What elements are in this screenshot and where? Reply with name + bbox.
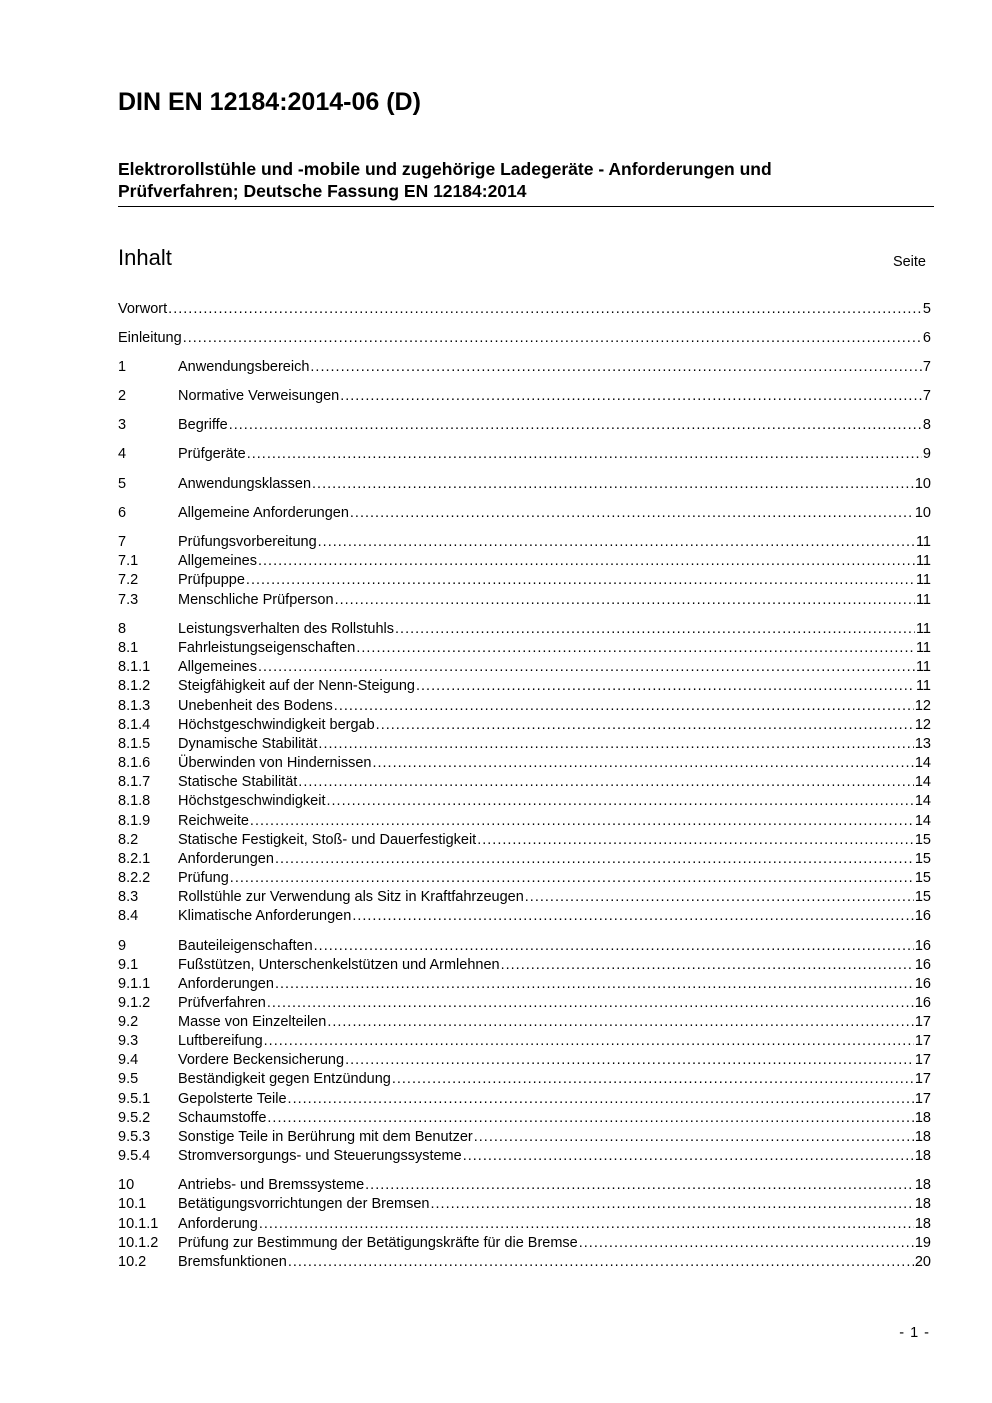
toc-dot-leader — [579, 1234, 914, 1253]
toc-entry-page: 18 — [914, 1148, 931, 1164]
toc-dot-leader — [345, 1051, 914, 1070]
toc-entry-page: 18 — [914, 1216, 931, 1232]
toc-entry-number: 8.3 — [118, 889, 139, 905]
toc-entry-page: 16 — [914, 957, 931, 973]
toc-entry-title: Antriebs- und Bremssysteme — [178, 1177, 365, 1193]
toc-entry-page: 18 — [914, 1196, 931, 1212]
toc-entry-number: 8.1.3 — [118, 698, 151, 714]
toc-dot-leader — [525, 888, 914, 907]
toc-dot-leader — [314, 937, 914, 956]
toc-dot-leader — [318, 735, 913, 754]
toc-entry[interactable] — [118, 1176, 931, 1195]
toc-entry[interactable] — [118, 735, 931, 754]
toc-entry-title: Anwendungsbereich — [178, 359, 310, 375]
toc-dot-leader — [356, 639, 915, 658]
toc-entry-title: Einleitung — [118, 330, 182, 346]
toc-dot-leader — [474, 1128, 914, 1147]
toc-entry[interactable] — [118, 552, 931, 571]
toc-entry-title: Höchstgeschwindigkeit — [178, 793, 326, 809]
toc-entry-title: Statische Festigkeit, Stoß- und Dauerfestigkeit — [178, 832, 477, 848]
toc-dot-leader — [259, 1215, 914, 1234]
toc-entry-page: 19 — [914, 1235, 931, 1251]
toc-entry-title: Vorwort — [118, 301, 168, 317]
toc-entry[interactable] — [118, 994, 931, 1013]
toc-entry-title: Anforderungen — [178, 851, 274, 867]
toc-entry-number: 2 — [118, 388, 127, 404]
title-divider — [118, 206, 934, 207]
toc-entry-title: Leistungsverhalten des Rollstuhls — [178, 621, 395, 637]
toc-entry-page: 14 — [914, 774, 931, 790]
toc-entry-page: 11 — [915, 678, 931, 694]
toc-entry-title: Unebenheit des Bodens — [178, 698, 333, 714]
toc-dot-leader — [275, 850, 914, 869]
toc-entry-title: Menschliche Prüfperson — [178, 592, 334, 608]
toc-entry-number: 3 — [118, 417, 127, 433]
toc-entry-page: 12 — [914, 717, 931, 733]
toc-entry-number: 10.1.2 — [118, 1235, 159, 1251]
toc-entry-number: 10.2 — [118, 1254, 147, 1270]
toc-entry[interactable] — [118, 975, 931, 994]
toc-entry[interactable] — [118, 773, 931, 792]
toc-heading: Inhalt — [118, 245, 172, 270]
toc-entry-title: Prüfung zur Bestimmung der Betätigungskräfte für die Bremse — [178, 1235, 578, 1251]
toc-entry-title: Fußstützen, Unterschenkelstützen und Armlehnen — [178, 957, 500, 973]
toc-entry[interactable] — [118, 416, 931, 435]
toc-entry-number: 9.5.1 — [118, 1091, 151, 1107]
toc-entry-title: Fahrleistungseigenschaften — [178, 640, 356, 656]
toc-entry-page: 10 — [914, 476, 931, 492]
toc-dot-leader — [395, 620, 915, 639]
toc-entry-number: 8.1.7 — [118, 774, 151, 790]
toc-entry-number: 9.1 — [118, 957, 139, 973]
toc-entry[interactable] — [118, 387, 931, 406]
toc-entry-number: 9 — [118, 938, 127, 954]
toc-dot-leader — [298, 773, 914, 792]
toc-entry-title: Gepolsterte Teile — [178, 1091, 287, 1107]
toc-entry-page: 20 — [914, 1254, 931, 1270]
toc-entry[interactable] — [118, 475, 931, 494]
toc-entry-title: Vordere Beckensicherung — [178, 1052, 345, 1068]
toc-dot-leader — [392, 1070, 914, 1089]
toc-dot-leader — [246, 571, 915, 590]
toc-entry-number: 6 — [118, 505, 127, 521]
toc-entry[interactable] — [118, 658, 931, 677]
toc-entry[interactable] — [118, 1013, 931, 1032]
toc-entry[interactable] — [118, 907, 931, 926]
toc-entry-page: 17 — [914, 1091, 931, 1107]
toc-entry-page: 15 — [914, 889, 931, 905]
toc-entry[interactable] — [118, 1253, 931, 1272]
toc-dot-leader — [352, 907, 914, 926]
toc-entry[interactable] — [118, 697, 931, 716]
toc-entry-number: 10.1 — [118, 1196, 147, 1212]
toc-entry-title: Bauteileigenschaften — [178, 938, 313, 954]
toc-entry-title: Beständigkeit gegen Entzündung — [178, 1071, 391, 1087]
toc-entry-page: 16 — [914, 976, 931, 992]
toc-entry-number: 1 — [118, 359, 127, 375]
toc-entry[interactable] — [118, 1147, 931, 1166]
toc-entry[interactable] — [118, 1234, 931, 1253]
toc-entry-title: Schaumstoffe — [178, 1110, 267, 1126]
toc-dot-leader — [477, 831, 914, 850]
toc-entry[interactable] — [118, 445, 931, 464]
toc-entry-page: 10 — [914, 505, 931, 521]
toc-entry-page: 15 — [914, 870, 931, 886]
toc-entry-number: 8.1.2 — [118, 678, 151, 694]
toc-entry-number: 8.1.4 — [118, 717, 151, 733]
toc-entry-title: Anforderungen — [178, 976, 274, 992]
toc-entry[interactable] — [118, 329, 931, 348]
toc-entry-number: 8.1.1 — [118, 659, 151, 675]
toc-dot-leader — [501, 956, 914, 975]
toc-entry-title: Prüfungsvorbereitung — [178, 534, 317, 550]
toc-entry-page: 11 — [915, 592, 931, 608]
toc-entry-page: 11 — [915, 659, 931, 675]
toc-dot-leader — [430, 1195, 913, 1214]
toc-entry-page: 11 — [915, 572, 931, 588]
toc-dot-leader — [350, 504, 914, 523]
toc-entry-title: Anforderung — [178, 1216, 258, 1232]
toc-entry-page: 6 — [922, 330, 931, 346]
toc-dot-leader — [335, 591, 915, 610]
toc-entry-title: Höchstgeschwindigkeit bergab — [178, 717, 375, 733]
toc-entry-title: Allgemeines — [178, 553, 257, 569]
toc-entry-title: Steigfähigkeit auf der Nenn-Steigung — [178, 678, 415, 694]
toc-entry-title: Masse von Einzelteilen — [178, 1014, 327, 1030]
toc-entry[interactable] — [118, 888, 931, 907]
toc-entry-title: Prüfverfahren — [178, 995, 266, 1011]
toc-entry-title: Normative Verweisungen — [178, 388, 340, 404]
toc-dot-leader — [258, 552, 915, 571]
page-column-label: Seite — [892, 254, 926, 270]
toc-entry[interactable] — [118, 504, 931, 523]
toc-entry-title: Klimatische Anforderungen — [178, 908, 352, 924]
toc-dot-leader — [230, 869, 914, 888]
toc-entry-number: 7.2 — [118, 572, 139, 588]
toc-entry-title: Rollstühle zur Verwendung als Sitz in Kraftfahrzeugen — [178, 889, 524, 905]
toc-entry[interactable] — [118, 792, 931, 811]
toc-entry-page: 5 — [922, 301, 931, 317]
toc-dot-leader — [372, 754, 913, 773]
toc-entry-number: 8 — [118, 621, 127, 637]
toc-entry-page: 7 — [922, 359, 931, 375]
toc-entry-number: 9.5.4 — [118, 1148, 151, 1164]
toc-entry-page: 18 — [914, 1177, 931, 1193]
toc-entry-page: 13 — [914, 736, 931, 752]
toc-entry-number: 8.1.8 — [118, 793, 151, 809]
toc-entry-page: 15 — [914, 851, 931, 867]
toc-entry[interactable] — [118, 831, 931, 850]
toc-entry[interactable] — [118, 716, 931, 735]
toc-dot-leader — [334, 697, 914, 716]
toc-entry[interactable] — [118, 1195, 931, 1214]
toc-entry-title: Begriffe — [178, 417, 228, 433]
toc-entry[interactable] — [118, 620, 931, 639]
page-number: - 1 - — [899, 1325, 930, 1341]
toc-entry-page: 11 — [915, 534, 931, 550]
toc-dot-leader — [365, 1176, 914, 1195]
toc-entry-number: 5 — [118, 476, 127, 492]
document-subtitle — [118, 158, 933, 202]
toc-dot-leader — [183, 329, 922, 348]
toc-entry-page: 18 — [914, 1129, 931, 1145]
toc-entry[interactable] — [118, 1109, 931, 1128]
toc-entry-number: 8.2 — [118, 832, 139, 848]
toc-entry-number: 8.1.9 — [118, 813, 151, 829]
toc-entry[interactable] — [118, 358, 931, 377]
toc-entry-page: 9 — [922, 446, 931, 462]
toc-entry[interactable] — [118, 571, 931, 590]
toc-entry-number: 8.4 — [118, 908, 139, 924]
toc-entry-number: 4 — [118, 446, 127, 462]
toc-entry[interactable] — [118, 300, 931, 319]
toc-entry-title: Überwinden von Hindernissen — [178, 755, 372, 771]
toc-dot-leader — [275, 975, 914, 994]
toc-entry-page: 11 — [915, 640, 931, 656]
toc-dot-leader — [340, 387, 922, 406]
toc-entry-title: Dynamische Stabilität — [178, 736, 318, 752]
toc-entry-page: 16 — [914, 995, 931, 1011]
toc-entry[interactable] — [118, 869, 931, 888]
toc-entry-page: 14 — [914, 755, 931, 771]
toc-entry[interactable] — [118, 677, 931, 696]
toc-entry-number: 7 — [118, 534, 127, 550]
toc-dot-leader — [168, 300, 922, 319]
toc-entry-number: 9.3 — [118, 1033, 139, 1049]
toc-entry-number: 8.1.5 — [118, 736, 151, 752]
toc-dot-leader — [376, 716, 914, 735]
toc-entry[interactable] — [118, 591, 931, 610]
toc-entry-page: 8 — [922, 417, 931, 433]
toc-dot-leader — [327, 792, 914, 811]
toc-dot-leader — [250, 812, 914, 831]
toc-entry-page: 12 — [914, 698, 931, 714]
toc-entry[interactable] — [118, 1215, 931, 1234]
toc-entry-title: Betätigungsvorrichtungen der Bremsen — [178, 1196, 430, 1212]
toc-entry-title: Statische Stabilität — [178, 774, 298, 790]
toc-dot-leader — [288, 1253, 914, 1272]
toc-entry-page: 11 — [915, 553, 931, 569]
toc-entry[interactable] — [118, 1070, 931, 1089]
toc-entry-title: Luftbereifung — [178, 1033, 263, 1049]
toc-entry-number: 8.2.2 — [118, 870, 151, 886]
toc-entry-number: 9.4 — [118, 1052, 139, 1068]
toc-entry-number: 7.1 — [118, 553, 139, 569]
toc-entry-number: 8.2.1 — [118, 851, 151, 867]
toc-entry-title: Anwendungsklassen — [178, 476, 312, 492]
toc-dot-leader — [310, 358, 922, 377]
toc-entry-page: 14 — [914, 793, 931, 809]
toc-entry[interactable] — [118, 639, 931, 658]
toc-entry-page: 16 — [914, 938, 931, 954]
toc-entry-number: 9.2 — [118, 1014, 139, 1030]
toc-dot-leader — [416, 677, 915, 696]
toc-dot-leader — [312, 475, 914, 494]
toc-entry-number: 9.1.1 — [118, 976, 151, 992]
toc-entry[interactable] — [118, 937, 931, 956]
toc-dot-leader — [229, 416, 922, 435]
toc-entry-title: Stromversorgungs- und Steuerungssysteme — [178, 1148, 462, 1164]
toc-entry-page: 15 — [914, 832, 931, 848]
toc-entry-title: Bremsfunktionen — [178, 1254, 287, 1270]
toc-entry-page: 17 — [914, 1071, 931, 1087]
toc-entry-page: 16 — [914, 908, 931, 924]
toc-entry[interactable] — [118, 1051, 931, 1070]
toc-entry-number: 8.1.6 — [118, 755, 151, 771]
subtitle-line-2: Prüfverfahren; Deutsche Fassung EN 12184:2014 — [118, 181, 527, 201]
toc-entry-title: Prüfpuppe — [178, 572, 245, 588]
toc-entry-number: 7.3 — [118, 592, 139, 608]
toc-dot-leader — [318, 533, 915, 552]
toc-entry-title: Prüfgeräte — [178, 446, 246, 462]
toc-dot-leader — [264, 1032, 914, 1051]
toc-entry-number: 9.1.2 — [118, 995, 151, 1011]
toc-entry-page: 18 — [914, 1110, 931, 1126]
toc-entry-page: 7 — [922, 388, 931, 404]
toc-entry[interactable] — [118, 754, 931, 773]
toc-entry-page: 11 — [915, 621, 931, 637]
toc-dot-leader — [258, 658, 915, 677]
toc-dot-leader — [267, 1109, 913, 1128]
toc-dot-leader — [267, 994, 914, 1013]
toc-entry[interactable] — [118, 1090, 931, 1109]
toc-entry-number: 8.1 — [118, 640, 139, 656]
toc-entry-title: Sonstige Teile in Berührung mit dem Benutzer — [178, 1129, 473, 1145]
toc-entry[interactable] — [118, 850, 931, 869]
toc-entry-title: Allgemeines — [178, 659, 257, 675]
toc-entry-number: 9.5 — [118, 1071, 139, 1087]
toc-entry-number: 9.5.3 — [118, 1129, 151, 1145]
document-title: DIN EN 12184:2014-06 (D) — [118, 88, 421, 116]
toc-entry[interactable] — [118, 812, 931, 831]
toc-entry-number: 10.1.1 — [118, 1216, 159, 1232]
toc-entry-page: 17 — [914, 1014, 931, 1030]
toc-entry-title: Reichweite — [178, 813, 249, 829]
toc-entry-number: 10 — [118, 1177, 135, 1193]
toc-entry[interactable] — [118, 956, 931, 975]
subtitle-line-1: Elektrorollstühle und -mobile und zugehörige Ladegeräte - Anforderungen und — [118, 159, 772, 179]
toc-entry-title: Allgemeine Anforderungen — [178, 505, 349, 521]
toc-dot-leader — [463, 1147, 914, 1166]
toc-entry-page: 17 — [914, 1033, 931, 1049]
toc-entry[interactable] — [118, 533, 931, 552]
toc-entry-title: Prüfung — [178, 870, 229, 886]
toc-entry[interactable] — [118, 1032, 931, 1051]
toc-dot-leader — [327, 1013, 914, 1032]
toc-dot-leader — [288, 1090, 914, 1109]
toc-entry-page: 17 — [914, 1052, 931, 1068]
toc-entry[interactable] — [118, 1128, 931, 1147]
toc-entry-page: 14 — [914, 813, 931, 829]
toc-dot-leader — [247, 445, 922, 464]
toc-entry-number: 9.5.2 — [118, 1110, 151, 1126]
